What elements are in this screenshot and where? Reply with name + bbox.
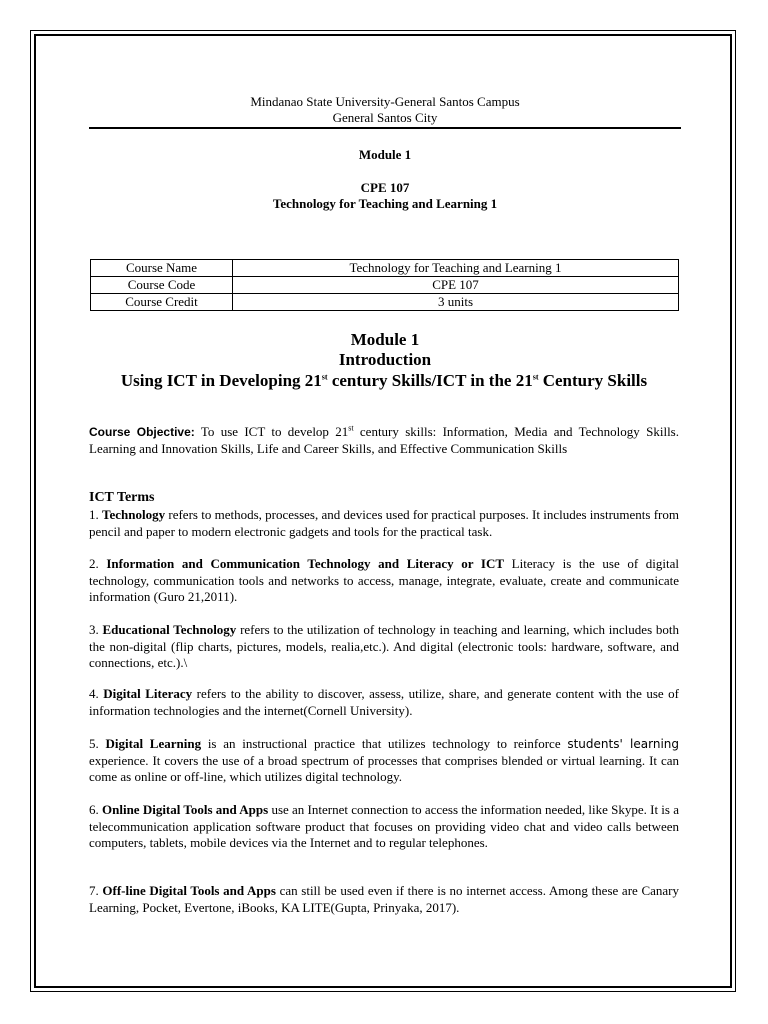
table-cell-label: Course Code bbox=[91, 277, 233, 294]
course-objective: Course Objective: To use ICT to develop 21st century skills: Information, Media and Technology Skills. Learning and Innovation Skills, Life and Career Skills, and Effective Communication Skills bbox=[89, 423, 679, 456]
list-item: 4. Digital Literacy refers to the ability to discover, assess, utilize, share, and generate content with the use of information technologies and the internet(Cornell University). bbox=[89, 686, 679, 718]
university-name: Mindanao State University-General Santos Campus bbox=[250, 94, 520, 109]
table-cell-label: Course Credit bbox=[91, 294, 233, 311]
module-label: Module 1 bbox=[358, 147, 412, 162]
handwritten-text: students' learning bbox=[567, 737, 680, 751]
list-item: 5. Digital Learning is an instructional practice that utilizes technology to reinforce students' learning experience. It covers the use of a broad spectrum of processes that comprises blended or virtual learning. It can come as online or off-line, which utilizes digital technology. bbox=[89, 736, 680, 784]
table-cell-label: Course Name bbox=[91, 260, 233, 277]
table-cell-value: Technology for Teaching and Learning 1 bbox=[233, 260, 679, 277]
objective-label: Course Objective: bbox=[89, 425, 195, 439]
list-item: 2. Information and Communication Technology and Literacy or ICT Literacy is the use of digital technology, communication tools and networks to access, manage, integrate, evaluate, create and communicate information (Guro 21,2011). bbox=[89, 556, 679, 604]
header-rule bbox=[89, 127, 681, 129]
list-item: 3. Educational Technology refers to the utilization of technology in teaching and learning, which includes both the non-digital (flip charts, pictures, models, realia,etc.). And digital (electronic tools: hardware, software, and connections, etc.).\ bbox=[89, 622, 679, 670]
module-title: Module 1 bbox=[350, 330, 420, 349]
list-item: 1. Technology refers to methods, processes, and devices used for practical purposes. It includes instruments from pencil and paper to modern electronic gadgets and tools for the practical task. bbox=[89, 507, 680, 539]
list-item: 7. Off-line Digital Tools and Apps can still be used even if there is no internet access. Among these are Canary Learning, Pocket, Evertone, iBooks, KA LITE(Gupta, Prinyaka, 2017). bbox=[89, 883, 679, 915]
ict-terms-heading: ICT Terms bbox=[89, 490, 155, 505]
course-title-heading: Technology for Teaching and Learning 1 bbox=[272, 196, 498, 211]
main-title: Using ICT in Developing 21st century Skills/ICT in the 21st Century Skills bbox=[120, 371, 648, 390]
introduction-title: Introduction bbox=[338, 350, 432, 369]
table-row bbox=[91, 277, 679, 294]
course-info-table bbox=[90, 259, 679, 311]
table-cell-value: 3 units bbox=[233, 294, 679, 311]
table-row bbox=[91, 294, 679, 311]
course-code-heading: CPE 107 bbox=[360, 180, 410, 195]
list-item: 6. Online Digital Tools and Apps use an Internet connection to access the information needed, like Skype. It is a telecommunication application software product that focuses on providing video chat and video calls between computers, tablets, mobile devices via the Internet and to regular telephones. bbox=[89, 802, 679, 850]
table-row bbox=[91, 260, 679, 277]
table-cell-value: CPE 107 bbox=[233, 277, 679, 294]
city-name: General Santos City bbox=[332, 110, 438, 125]
